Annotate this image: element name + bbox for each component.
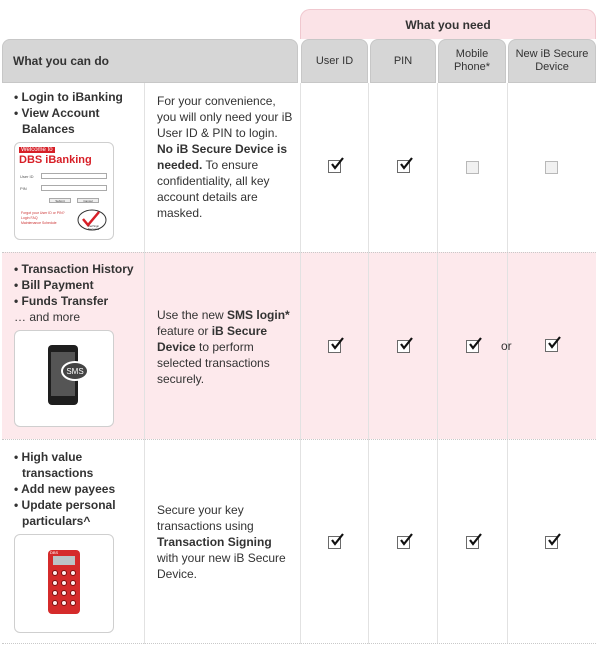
feature-item: • Bill Payment (14, 278, 94, 292)
login-link: Forgot your User ID or PIN? (21, 211, 65, 215)
login-cancel-button: Cancel (77, 198, 99, 203)
login-pin-field (41, 185, 107, 191)
description-text: feature or (157, 324, 212, 338)
feature-item: • View Account (14, 106, 100, 120)
description-text: with your new iB Secure Device. (157, 551, 286, 581)
column-header-user-id: User ID (301, 39, 368, 83)
column-divider (437, 83, 438, 644)
description-text: Secure your key transactions using (157, 503, 254, 533)
login-thumbnail (14, 142, 114, 240)
description-bold: iB Secure Device (157, 324, 268, 354)
row-divider (2, 643, 596, 644)
feature-item: Balances (22, 122, 75, 136)
checkbox-login-mobile (466, 161, 479, 174)
description-login (157, 93, 295, 221)
checkbox-high-value-pin (397, 536, 410, 549)
checkbox-login-userid (328, 160, 341, 173)
description-text: To ensure confidentiality, all key account details are masked. (157, 158, 270, 220)
column-divider (507, 83, 508, 644)
column-divider (300, 83, 301, 644)
row-divider (2, 439, 596, 440)
column-divider (144, 83, 145, 644)
description-bold: SMS login* (227, 308, 290, 322)
login-link: Login FAQ (21, 216, 38, 220)
feature-item: • Login to iBanking (14, 90, 123, 104)
login-welcome-label: Welcome to (21, 147, 53, 153)
features-transactions (14, 261, 134, 325)
verisign-badge-label: VeriSign Secured (88, 224, 100, 231)
checkbox-transactions-mobile (466, 340, 479, 353)
login-submit-button: Submit (49, 198, 71, 203)
checkbox-transactions-pin (397, 340, 410, 353)
feature-item: • Funds Transfer (14, 294, 109, 308)
sms-thumbnail (14, 330, 114, 427)
column-header-secure-device: New iB Secure Device (508, 39, 596, 83)
description-text: to perform selected transactions securely. (157, 340, 270, 386)
feature-item: • High value (14, 450, 83, 464)
checkbox-login-pin (397, 160, 410, 173)
login-field-label: PIN (20, 186, 27, 191)
checkbox-high-value-mobile (466, 536, 479, 549)
or-label: or (501, 339, 512, 353)
checkbox-transactions-device (545, 339, 558, 352)
what-you-need-header: What you need (300, 9, 596, 39)
column-divider (368, 83, 369, 644)
description-text: Use the new (157, 308, 228, 322)
login-title: DBS iBanking (19, 154, 92, 166)
what-you-can-do-header: What you can do (2, 39, 298, 83)
features-high-value (14, 449, 116, 529)
login-link: Maintenance Schedule (21, 221, 57, 225)
description-text: For your convenience, you will only need your iB User ID & PIN to login. (157, 94, 293, 140)
column-header-mobile-phone: Mobile Phone* (438, 39, 506, 83)
login-links (21, 211, 65, 226)
description-bold: No iB Secure Device is needed. (157, 142, 288, 172)
row-divider (2, 252, 596, 253)
secure-device-icon (48, 550, 80, 614)
checkbox-high-value-userid (328, 536, 341, 549)
checkbox-high-value-device (545, 536, 558, 549)
checkbox-login-device (545, 161, 558, 174)
checkbox-transactions-userid (328, 340, 341, 353)
sms-bubble-icon: SMS (61, 361, 89, 381)
login-field-label: User ID (20, 174, 34, 179)
column-header-pin: PIN (370, 39, 436, 83)
feature-item: particulars^ (22, 514, 91, 528)
feature-item: • Transaction History (14, 262, 134, 276)
device-brand: DBS (50, 550, 59, 555)
description-high-value (157, 502, 295, 582)
description-transactions (157, 307, 295, 387)
feature-item: • Add new payees (14, 482, 116, 496)
feature-item: • Update personal (14, 498, 116, 512)
features-login (14, 89, 123, 137)
description-bold: Transaction Signing (157, 535, 272, 549)
token-thumbnail (14, 534, 114, 633)
feature-item: transactions (22, 466, 94, 480)
login-userid-field (41, 173, 107, 179)
feature-more: … and more (14, 310, 81, 324)
